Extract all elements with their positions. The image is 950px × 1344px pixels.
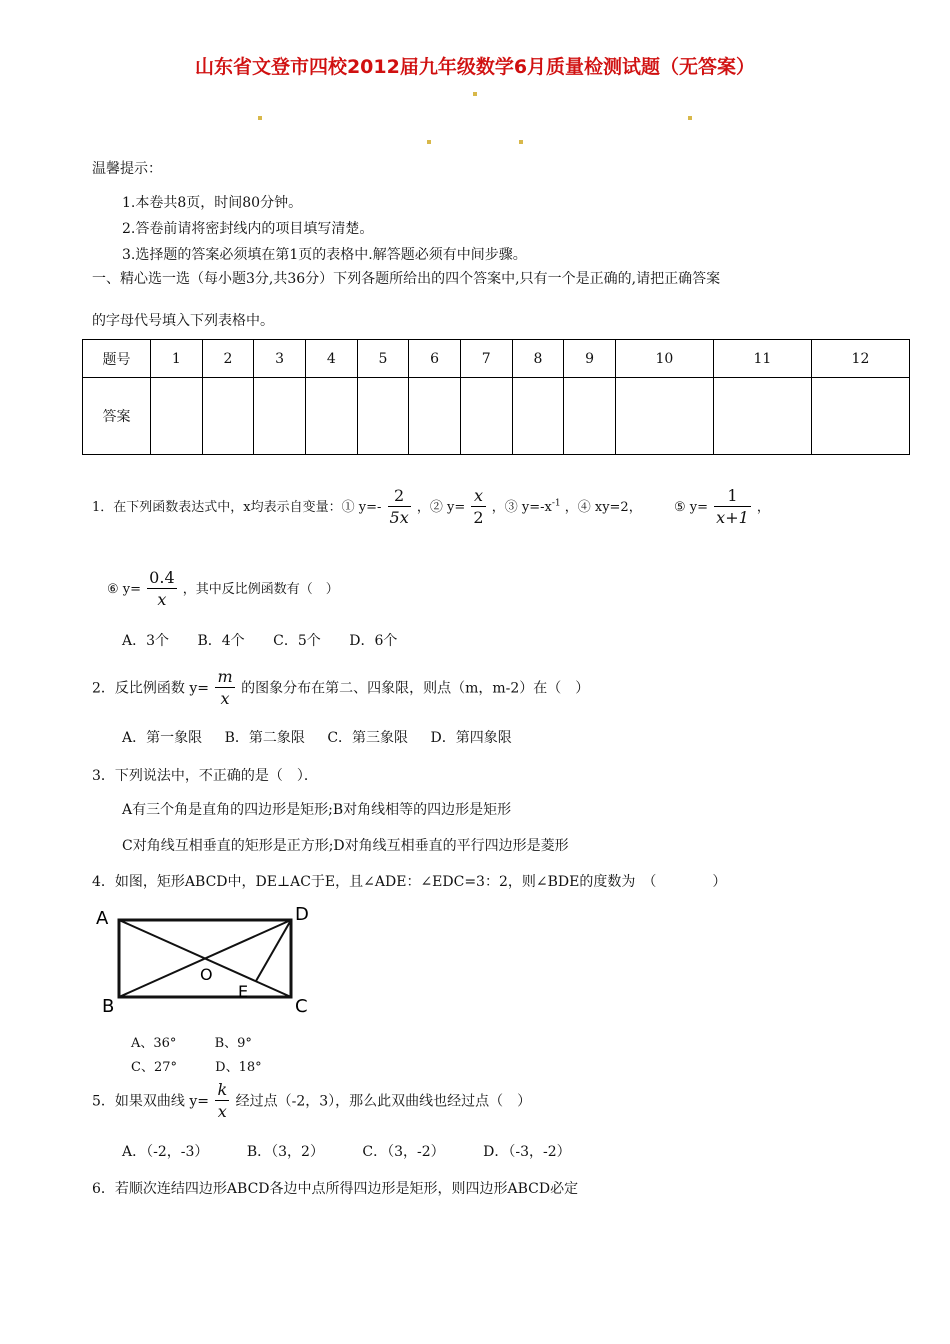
table-header-number: 题号 — [83, 340, 151, 378]
question-2 — [92, 667, 589, 710]
table-header-answer: 答案 — [83, 378, 151, 455]
option-d[interactable]: D．（-3，-2） — [483, 1144, 571, 1160]
option-c[interactable]: C．（3，-2） — [362, 1144, 445, 1160]
q4-options-row2 — [131, 1056, 262, 1075]
tip-item: 2.答卷前请将密封线内的项目填写清楚。 — [122, 221, 374, 237]
answer-cell[interactable] — [615, 378, 713, 455]
q1-expr-1-prefix: y=- — [358, 500, 382, 515]
question-number-cell: 10 — [615, 340, 713, 378]
fraction — [215, 1080, 229, 1123]
answer-cell[interactable] — [564, 378, 616, 455]
tip-item: 1.本卷共8页，时间80分钟。 — [122, 195, 303, 211]
segment-de — [256, 920, 291, 981]
fraction-denominator: 5x — [389, 508, 409, 527]
question-5 — [92, 1080, 531, 1123]
question-number-cell: 6 — [409, 340, 461, 378]
question-number-cell: 1 — [151, 340, 203, 378]
option-b[interactable]: B、9° — [214, 1036, 252, 1051]
fraction-denominator: x — [220, 689, 230, 708]
q1-expr-2-prefix: ，② y= — [416, 500, 466, 515]
answer-cell[interactable] — [305, 378, 357, 455]
fraction-numerator: 1 — [714, 486, 751, 507]
fraction-numerator: k — [217, 1080, 228, 1099]
decorative-dot — [473, 92, 477, 96]
option-b[interactable]: B．第二象限 — [224, 730, 305, 746]
fraction-denominator: 2 — [473, 508, 484, 527]
question-1-cont — [107, 568, 339, 611]
option-c[interactable]: C．第三象限 — [327, 730, 409, 746]
section-instruction-cont: 的字母代号填入下列表格中。 — [92, 313, 274, 329]
tips-heading: 温馨提示： — [92, 161, 162, 177]
foot-label-e: E — [238, 982, 249, 1001]
q1-expr-4: ，④ xy=2， — [564, 500, 642, 515]
question-4: 4．如图，矩形ABCD中，DE⊥AC于E，且∠ADE：∠EDC=3：2，则∠BDE的度数为 （ ） — [92, 874, 727, 890]
q4-options-row1 — [131, 1032, 252, 1051]
fraction — [471, 486, 485, 529]
vertex-label-a: A — [96, 908, 109, 929]
answer-cell[interactable] — [811, 378, 909, 455]
answer-cell[interactable] — [512, 378, 564, 455]
option-d[interactable]: D．6个 — [349, 633, 398, 649]
q2-stem: 的图象分布在第二、四象限，则点（m，m-2）在（ ） — [241, 680, 590, 697]
q5-prefix: 5．如果双曲线 y= — [92, 1093, 209, 1110]
option-a[interactable]: A．（-2，-3） — [122, 1144, 209, 1160]
question-number-cell: 4 — [305, 340, 357, 378]
vertex-label-c: C — [295, 996, 308, 1017]
vertex-label-d: D — [295, 904, 309, 925]
option-a[interactable]: A．第一象限 — [122, 730, 203, 746]
fraction-numerator: x — [471, 486, 485, 507]
fraction — [388, 486, 411, 529]
answer-cell[interactable] — [713, 378, 811, 455]
option-a[interactable]: A．3个 — [122, 633, 170, 649]
fraction — [147, 568, 176, 611]
answer-cell[interactable] — [202, 378, 254, 455]
answer-cell[interactable] — [254, 378, 306, 455]
center-label-o: O — [200, 965, 213, 984]
decorative-dot — [427, 140, 431, 144]
question-number-cell: 2 — [202, 340, 254, 378]
question-number-cell: 5 — [357, 340, 409, 378]
question-number-cell: 8 — [512, 340, 564, 378]
option-c[interactable]: C．5个 — [273, 633, 321, 649]
question-number-cell: 3 — [254, 340, 306, 378]
question-number-cell: 7 — [460, 340, 512, 378]
question-1 — [92, 486, 770, 529]
fraction-numerator: 2 — [388, 486, 411, 507]
answer-cell[interactable] — [151, 378, 203, 455]
q2-prefix: 2．反比例函数 y= — [92, 680, 209, 697]
option-d[interactable]: D．第四象限 — [430, 730, 512, 746]
question-6: 6．若顺次连结四边形ABCD各边中点所得四边形是矩形，则四边形ABCD必定 — [92, 1181, 579, 1197]
q3-statements-cd: C对角线互相垂直的矩形是正方形;D对角线互相垂直的平行四边形是菱形 — [122, 838, 569, 854]
fraction — [714, 486, 751, 529]
option-b[interactable]: B．（3，2） — [246, 1144, 324, 1160]
q1-expr-6-prefix: ⑥ y= — [107, 582, 142, 597]
fraction-denominator: x — [217, 1102, 227, 1121]
question-number-cell: 9 — [564, 340, 616, 378]
question-2-options — [122, 727, 512, 747]
fraction-denominator: x — [157, 590, 167, 609]
vertex-label-b: B — [102, 996, 115, 1017]
fraction-denominator: x+1 — [716, 508, 749, 527]
answer-cell[interactable] — [409, 378, 461, 455]
decorative-dot — [688, 116, 692, 120]
rectangle-figure — [92, 900, 318, 1018]
section-instruction: 一、精心选一选（每小题3分,共36分）下列各题所给出的四个答案中,只有一个是正确的,请把正确答案 — [92, 271, 721, 287]
fraction — [215, 667, 234, 710]
question-number-cell: 11 — [713, 340, 811, 378]
decorative-dot — [258, 116, 262, 120]
question-1-options — [122, 630, 397, 650]
q3-statements-ab: A有三个角是直角的四边形是矩形;B对角线相等的四边形是矩形 — [122, 802, 512, 818]
q1-expr-3-exponent: -1 — [551, 498, 561, 509]
option-b[interactable]: B．4个 — [197, 633, 245, 649]
q1-lead: 1．在下列函数表达式中，x均表示自变量：① — [92, 500, 355, 515]
q1-stem-end: ，其中反比例函数有（ ） — [182, 582, 339, 597]
tip-item: 3.选择题的答案必须填在第1页的表格中.解答题必须有中间步骤。 — [122, 247, 527, 263]
option-a[interactable]: A、36° — [131, 1036, 177, 1051]
q1-expr-5-prefix: ⑤ y= — [674, 500, 709, 515]
decorative-dot — [519, 140, 523, 144]
answer-cell[interactable] — [460, 378, 512, 455]
question-number-cell: 12 — [811, 340, 909, 378]
answer-table — [82, 339, 910, 455]
q1-expr-5-suffix: ， — [756, 500, 770, 515]
fraction-numerator: m — [217, 667, 233, 686]
q5-stem: 经过点（-2，3），那么此双曲线也经过点（ ） — [235, 1093, 532, 1110]
q1-expr-3: ，③ y=-x — [491, 500, 552, 515]
option-c[interactable]: C、27° — [131, 1060, 177, 1075]
question-5-options — [122, 1141, 571, 1161]
fraction-numerator: 0.4 — [149, 568, 175, 587]
question-3: 3．下列说法中，不正确的是（ ）． — [92, 768, 318, 784]
page-title: 山东省文登市四校2012届九年级数学6月质量检测试题（无答案） — [194, 56, 756, 78]
answer-cell[interactable] — [357, 378, 409, 455]
option-d[interactable]: D、18° — [215, 1060, 262, 1075]
